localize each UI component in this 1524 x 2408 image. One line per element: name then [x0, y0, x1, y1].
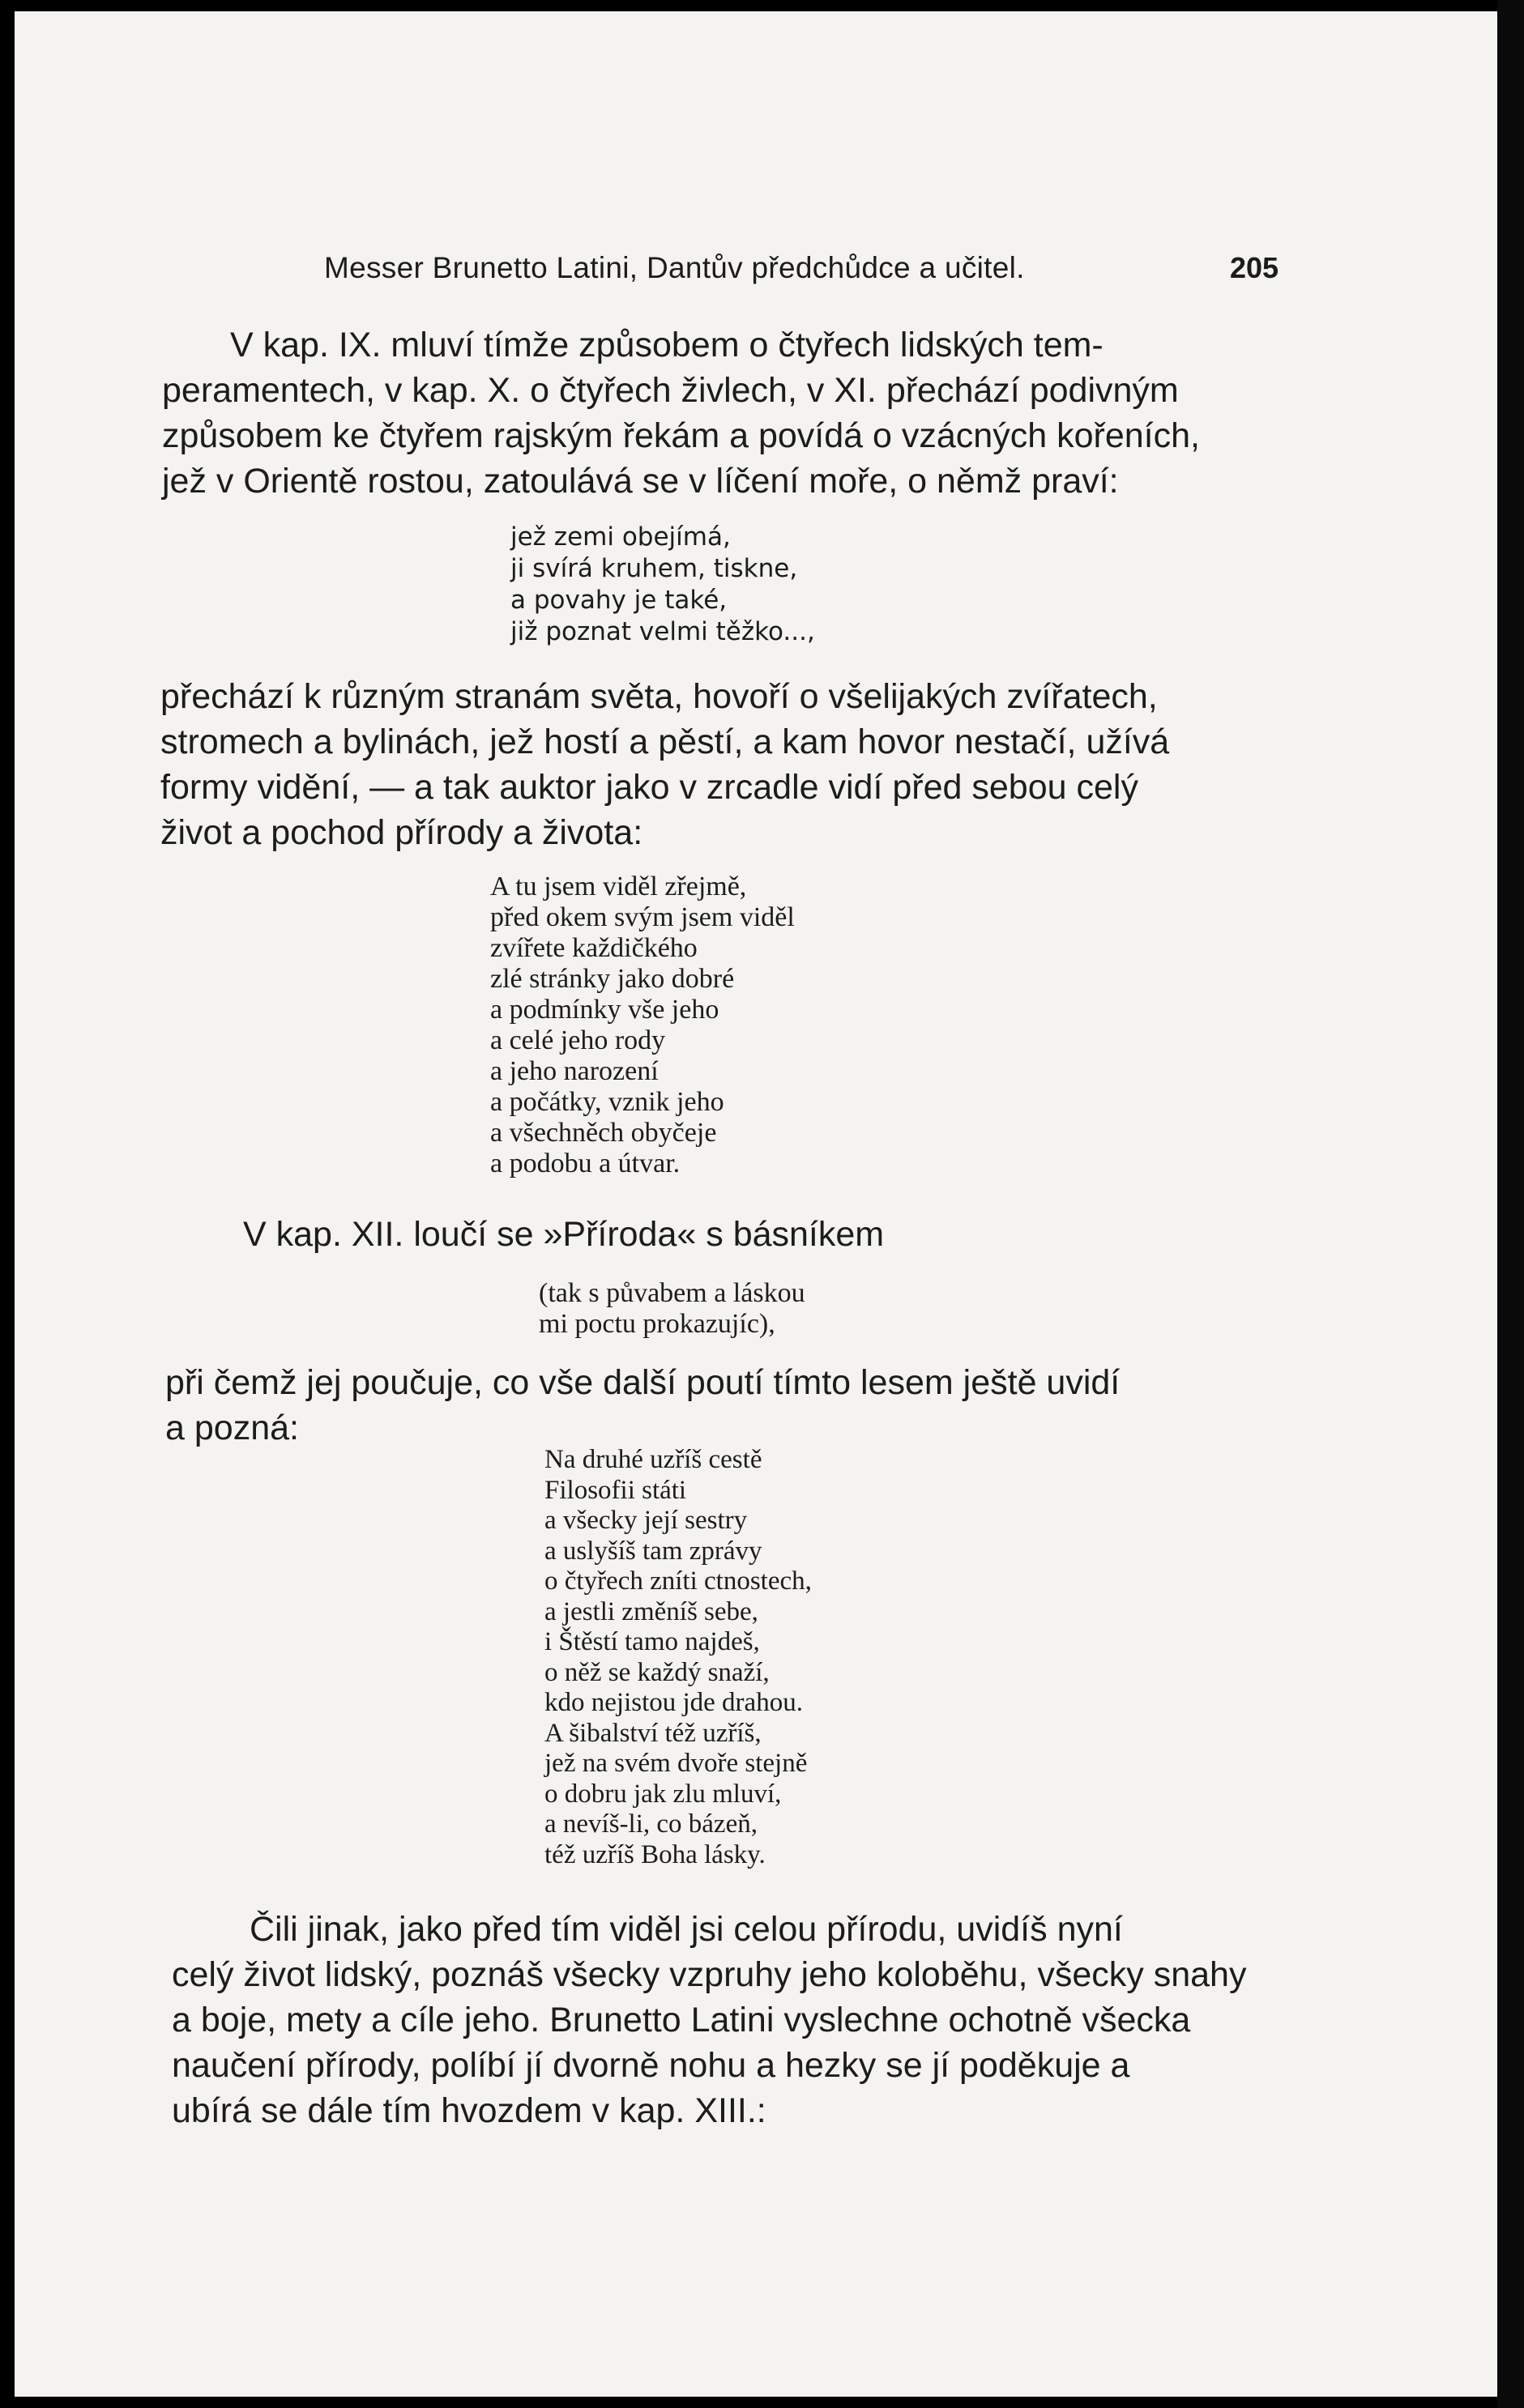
paragraph-1-line: peramentech, v kap. X. o čtyřech živlech, v XI. přechází podivným [162, 371, 1179, 410]
paragraph-1-line: způsobem ke čtyřem rajským řekám a povídá o vzácných kořeních, [162, 416, 1200, 455]
paragraph-2-line: přechází k různým stranám světa, hovoří o všelijakých zvířatech, [160, 677, 1158, 716]
verse-line: a celé jeho rody [490, 1025, 666, 1055]
verse-line: jež zemi obejímá, [510, 522, 731, 552]
verse-line: Na druhé uzříš cestě [544, 1445, 762, 1474]
paragraph-1 [162, 322, 1200, 504]
verse-2 [490, 872, 795, 1179]
verse-line: jež na svém dvoře stejně [544, 1749, 808, 1778]
verse-line: ji svírá kruhem, tiskne, [510, 554, 798, 583]
verse-line: a jestli změníš sebe, [544, 1596, 758, 1626]
paragraph-2-line: formy vidění, — a tak auktor jako v zrcadle vidí před sebou celý [160, 768, 1138, 807]
verse-line: (tak s půvabem a láskou [539, 1278, 805, 1308]
paragraph-5-line: naučení přírody, políbí jí dvorně nohu a hezky se jí poděkuje a [172, 2046, 1130, 2085]
verse-4 [544, 1445, 812, 1870]
paragraph-4 [165, 1360, 1120, 1451]
paragraph-5 [172, 1907, 1247, 2133]
verse-line: A tu jsem viděl zřejmě, [490, 872, 747, 901]
running-header: Messer Brunetto Latini, Dantův předchůdce a učitel. [324, 251, 1025, 284]
verse-line: a všechněch obyčeje [490, 1118, 717, 1148]
verse-3 [539, 1278, 805, 1340]
page-number: 205 [1230, 251, 1279, 284]
verse-line: a podobu a útvar. [490, 1149, 681, 1178]
verse-line: o něž se každý snaží, [544, 1657, 770, 1687]
verse-line: zlé stránky jako dobré [490, 964, 735, 994]
verse-line: a podmínky vše jeho [490, 995, 719, 1025]
verse-line: i Štěstí tamo najdeš, [544, 1627, 760, 1656]
verse-line: a počátky, vznik jeho [490, 1087, 724, 1117]
verse-line: a povahy je také, [510, 586, 728, 615]
verse-line: A šibalství též uzříš, [544, 1718, 762, 1748]
verse-line: o dobru jak zlu mluví, [544, 1779, 782, 1809]
paragraph-2-line: život a pochod přírody a života: [160, 813, 643, 852]
verse-line: kdo nejistou jde drahou. [544, 1688, 803, 1717]
paragraph-2-line: stromech a bylinách, jež hostí a pěstí, a kam hovor nestačí, užívá [160, 722, 1170, 761]
scan-edge-shadow [1497, 0, 1524, 2408]
verse-1 [510, 522, 815, 648]
verse-line: o čtyřech zníti ctnostech, [544, 1566, 812, 1596]
verse-line: Filosofii státi [544, 1475, 687, 1505]
verse-line: též uzříš Boha lásky. [544, 1839, 766, 1869]
verse-line: a nevíš-li, co bázeň, [544, 1809, 758, 1839]
paragraph-5-line: celý život lidský, poznáš všecky vzpruhy jeho koloběhu, všecky snahy [172, 1955, 1247, 1994]
paragraph-5-line: Čili jinak, jako před tím viděl jsi celou přírodu, uvidíš nyní [250, 1910, 1123, 1949]
paragraph-5-line: a boje, mety a cíle jeho. Brunetto Latini vyslechne ochotně všecka [172, 2001, 1191, 2039]
verse-line: a všecky její sestry [544, 1506, 748, 1535]
verse-line: zvířete každičkého [490, 933, 698, 963]
paragraph-1-line: V kap. IX. mluví tímže způsobem o čtyřech lidských tem- [230, 326, 1104, 364]
verse-line: a uslyšíš tam zprávy [544, 1536, 762, 1566]
verse-line: před okem svým jsem viděl [490, 902, 795, 932]
paragraph-2 [160, 674, 1169, 855]
verse-line: již poznat velmi těžko..., [510, 617, 815, 646]
paragraph-4-line: při čemž jej poučuje, co vše další poutí tímto lesem ještě uvidí [165, 1363, 1121, 1402]
paragraph-1-line: jež v Orientě rostou, zatoulává se v líčení moře, o němž praví: [162, 462, 1119, 501]
verse-line: mi poctu prokazujíc), [539, 1309, 775, 1339]
verse-line: a jeho narození [490, 1056, 659, 1086]
paragraph-3: V kap. XII. loučí se »Příroda« s básníkem [243, 1215, 885, 1254]
paragraph-4-line: a pozná: [165, 1409, 299, 1447]
paragraph-5-line: ubírá se dále tím hvozdem v kap. XIII.: [172, 2091, 766, 2130]
